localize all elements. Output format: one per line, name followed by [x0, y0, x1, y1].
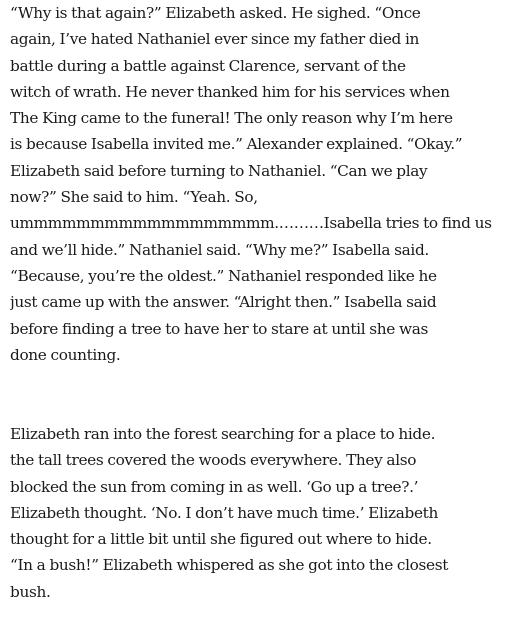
text-line: Elizabeth said before turning to Nathaniel. “Can we play: [10, 161, 428, 180]
text-line: the tall trees covered the woods everywhere. They also: [10, 451, 417, 470]
text-line: thought for a little bit until she figured out where to hide.: [10, 530, 432, 549]
text-line: and we’ll hide.” Nathaniel said. “Why me?” Isabella said.: [10, 240, 429, 259]
story-page: [10, 0, 515, 625]
text-line: again, I’ve hated Nathaniel ever since my father died in: [10, 30, 420, 49]
text-line: Elizabeth ran into the forest searching for a place to hide.: [10, 425, 436, 443]
text-line: witch of wrath. He never thanked him for his services when: [10, 82, 450, 101]
text-line: “Why is that again?” Elizabeth asked. He sighed. “Once: [10, 4, 421, 22]
text-line: The King came to the funeral! The only reason why I’m here: [10, 109, 453, 128]
story-paragraph-2: [10, 421, 515, 605]
text-line: Elizabeth thought. ‘No. I don’t have much time.’ Elizabeth: [10, 503, 438, 522]
text-line: bush.: [10, 582, 51, 601]
text-line: blocked the sun from coming in as well. ‘Go up a tree?.’: [10, 477, 419, 496]
text-line: “In a bush!” Elizabeth whispered as she got into the closest: [10, 556, 449, 575]
text-line: battle during a battle against Clarence, servant of the: [10, 56, 406, 75]
text-line: is because Isabella invited me.” Alexander explained. “Okay.”: [10, 135, 463, 154]
text-line: before finding a tree to have her to stare at until she was: [10, 319, 428, 338]
text-line: just came up with the answer. “Alright then.” Isabella said: [10, 293, 437, 312]
text-line: ummmmmmmmmmmmmmmmmm.………Isabella tries to find us: [10, 214, 492, 233]
text-line: “Because, you’re the oldest.” Nathaniel responded like he: [10, 266, 437, 285]
text-line: now?” She said to him. “Yeah. So,: [10, 188, 258, 207]
text-line: done counting.: [10, 345, 121, 364]
story-paragraph-1: [10, 0, 515, 368]
